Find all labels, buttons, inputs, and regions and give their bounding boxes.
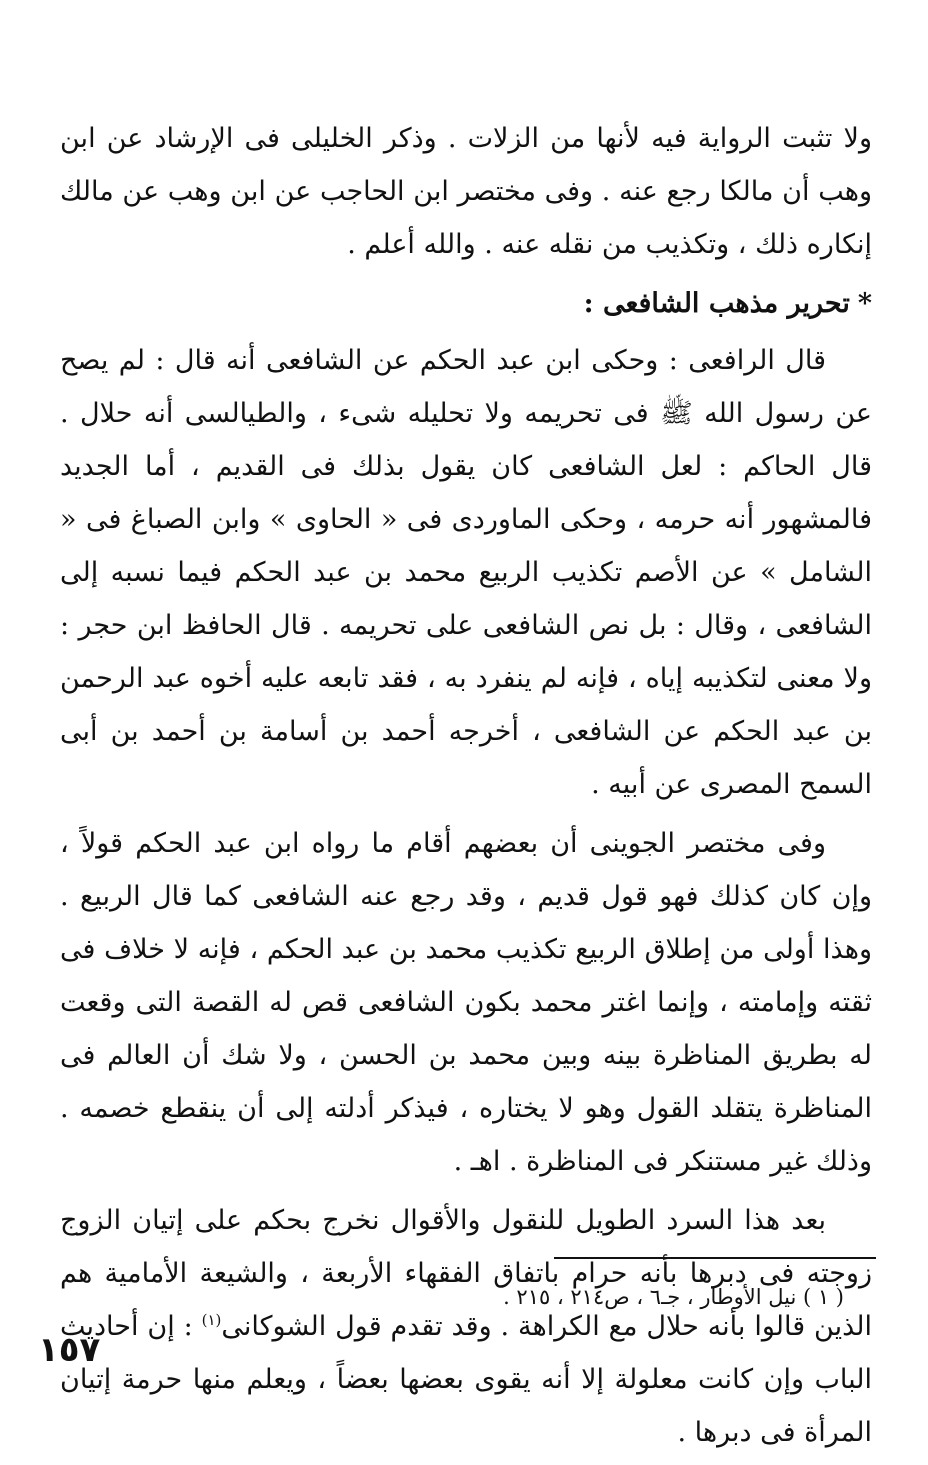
footnote-marker: (١) <box>201 1311 222 1329</box>
paragraph-4-text-before: بعد هذا السرد الطويل للنقول والأقوال نخرج بحكم على إتيان الزوج زوجته فى دبرها بأنه حرام باتفاق الفقهاء الأربعة ، والشيعة الأمامية هم الذين قالوا بأنه حلال مع الكراهة . وقد تقدم قول الشوكانى <box>60 1205 872 1342</box>
paragraph-1: ولا تثبت الرواية فيه لأنها من الزلات . وذكر الخليلى فى الإرشاد عن ابن وهب أن مالكا رجع عنه . وفى مختصر ابن الحاجب عن ابن وهب عن مالك إنكاره ذلك ، وتكذيب من نقله عنه . والله أعلم . <box>60 123 872 260</box>
heading-star: * <box>857 288 872 319</box>
paragraph-4-text-after: : إن أحاديث الباب وإن كانت معلولة إلا أنه يقوى بعضها بعضاً ، ويعلم منها حرمة إتيان المرأة فى دبرها . <box>60 1311 872 1448</box>
paragraph-3: وفى مختصر الجوينى أن بعضهم أقام ما رواه ابن عبد الحكم قولاً ، وإن كان كذلك فهو قول قديم ، وقد رجع عنه الشافعى كما قال الربيع . وهذا أولى من إطلاق الربيع تكذيب محمد بن عبد الحكم ، فإنه لا خلاف فى ثقته وإمامته ، وإنما اغتر محمد بكون الشافعى قص له القصة التى وقعت له بطريق المناظرة بينه وبين محمد بن الحسن ، ولا شك أن العالم فى المناظرة يتقلد القول وهو لا يختاره ، فيذكر أدلته إلى أن ينقطع خصمه . وذلك غير مستنكر فى المناظرة . اهـ . <box>60 828 872 1177</box>
heading-text: تحرير مذهب الشافعى : <box>583 288 850 319</box>
paragraph-2: قال الرافعى : وحكى ابن عبد الحكم عن الشافعى أنه قال : لم يصح عن رسول الله ﷺ فى تحريمه ولا تحليله شىء ، والطيالسى أنه حلال . قال الحاكم : لعل الشافعى كان يقول بذلك فى القديم ، أما الجديد فالمشهور أنه حرمه ، وحكى الماوردى فى « الحاوى » وابن الصباغ فى « الشامل » عن الأصم تكذيب الربيع محمد بن عبد الحكم فيما نسبه إلى الشافعى ، وقال : بل نص الشافعى على تحريمه . قال الحافظ ابن حجر : ولا معنى لتكذيبه إياه ، فإنه لم ينفرد به ، فقد تابعه عليه أخوه عبد الرحمن بن عبد الحكم عن الشافعى ، أخرجه أحمد بن أسامة بن أحمد بن أبى السمح المصرى عن أبيه . <box>60 345 872 800</box>
page-number: ١٥٧ <box>38 1330 101 1370</box>
footnote: ( ١ ) نيل الأوطار ، جـ٦ ، ص٢١٤ ، ٢١٥ . <box>503 1285 844 1309</box>
paragraph-4 <box>60 1194 872 1459</box>
page-body <box>60 112 872 1465</box>
section-heading <box>60 277 872 330</box>
footnote-divider <box>554 1257 876 1259</box>
